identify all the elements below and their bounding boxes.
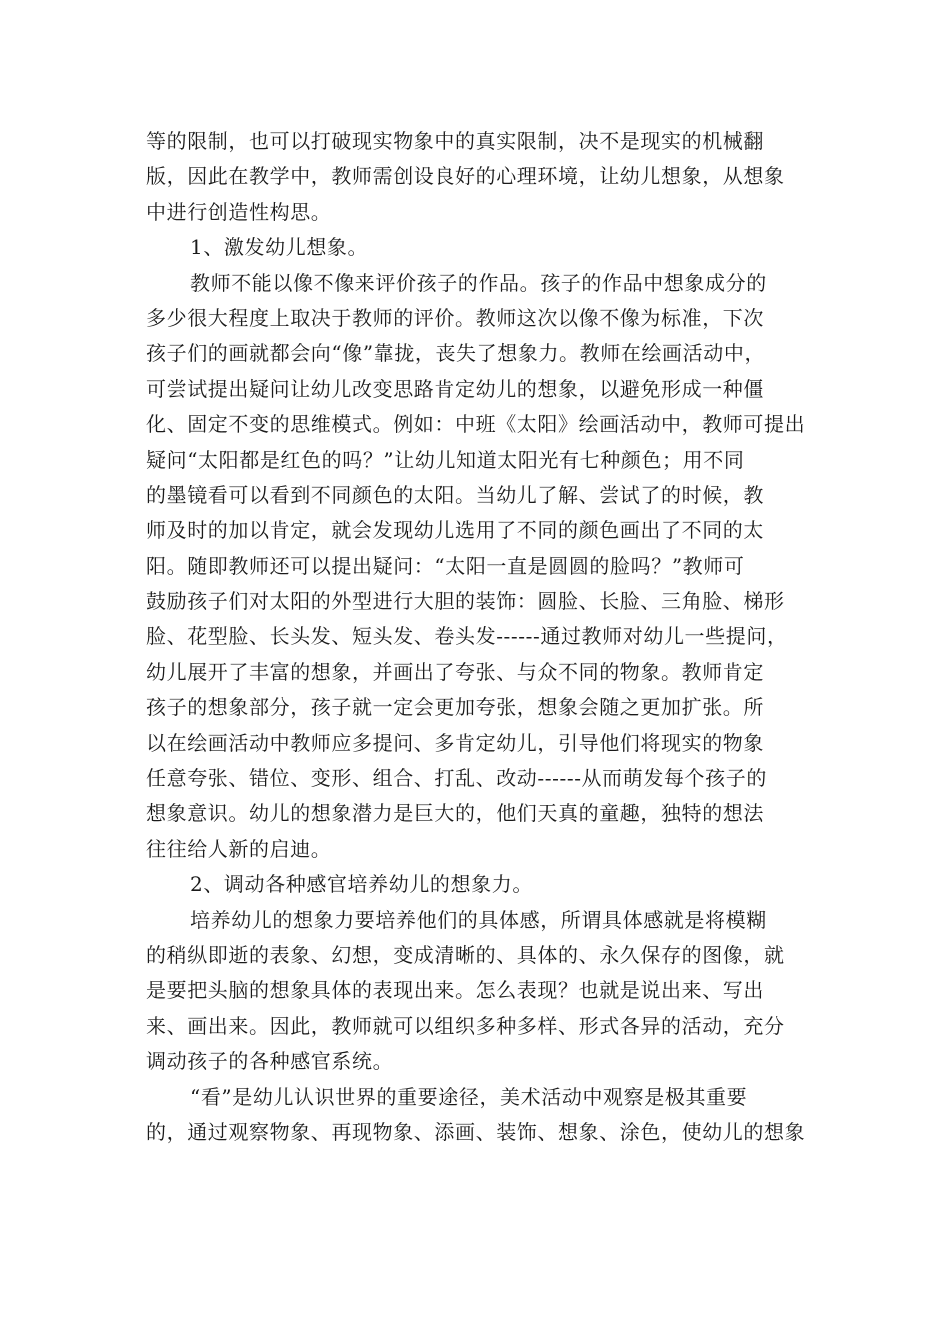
text-line-6: 多少很大程度上取决于教师的评价。教师这次以像不像为标准，下次	[146, 305, 764, 330]
text-line-3: 中进行创造性构思。	[146, 199, 332, 224]
text-line-13: 阳。随即教师还可以提出疑问：“太阳一直是圆圆的脸吗？”教师可	[146, 553, 745, 578]
text-line-8: 可尝试提出疑问让幼儿改变思路肯定幼儿的想象，以避免形成一种僵	[146, 376, 764, 401]
text-line-23: 培养幼儿的想象力要培养他们的具体感，所谓具体感就是将模糊	[190, 907, 767, 932]
text-line-27: 调动孩子的各种感官系统。	[146, 1049, 394, 1074]
text-line-28: “看”是幼儿认识世界的重要途径，美术活动中观察是极其重要	[190, 1084, 748, 1109]
text-line-24: 的稍纵即逝的表象、幻想，变成清晰的、具体的、永久保存的图像，就	[146, 942, 785, 967]
text-line-29: 的，通过观察物象、再现物象、添画、装饰、想象、涂色，使幼儿的想象	[146, 1119, 806, 1144]
text-line-17: 孩子的想象部分，孩子就一定会更加夸张，想象会随之更加扩张。所	[146, 695, 764, 720]
section-heading-2: 2、调动各种感官培养幼儿的想象力。	[190, 872, 533, 897]
text-line-2: 版，因此在教学中，教师需创设良好的心理环境，让幼儿想象，从想象	[146, 164, 785, 189]
text-line-7: 孩子们的画就都会向“像”靠拢，丧失了想象力。教师在绘画活动中，	[146, 341, 766, 366]
text-line-9: 化、固定不变的思维模式。例如：中班《太阳》绘画活动中，教师可提出	[146, 412, 806, 437]
body-text	[146, 124, 810, 1150]
text-line-5: 教师不能以像不像来评价孩子的作品。孩子的作品中想象成分的	[190, 270, 767, 295]
section-heading-1: 1、激发幼儿想象。	[190, 235, 369, 260]
text-line-14: 鼓励孩子们对太阳的外型进行大胆的装饰：圆脸、长脸、三角脸、梯形	[146, 589, 785, 614]
text-line-21: 往往给人新的启迪。	[146, 836, 332, 861]
text-line-11: 的墨镜看可以看到不同颜色的太阳。当幼儿了解、尝试了的时候，教	[146, 482, 764, 507]
text-line-25: 是要把头脑的想象具体的表现出来。怎么表现？也就是说出来、写出	[146, 978, 764, 1003]
text-line-12: 师及时的加以肯定，就会发现幼儿选用了不同的颜色画出了不同的太	[146, 518, 764, 543]
text-line-19: 任意夸张、错位、变形、组合、打乱、改动------从而萌发每个孩子的	[146, 766, 767, 791]
text-line-18: 以在绘画活动中教师应多提问、多肯定幼儿，引导他们将现实的物象	[146, 730, 764, 755]
text-line-15: 脸、花型脸、长头发、短头发、卷头发------通过教师对幼儿一些提问，	[146, 624, 788, 649]
text-line-1: 等的限制，也可以打破现实物象中的真实限制，决不是现实的机械翻	[146, 129, 764, 153]
text-line-10: 疑问“太阳都是红色的吗？”让幼儿知道太阳光有七种颜色；用不同	[146, 447, 745, 472]
text-line-26: 来、画出来。因此，教师就可以组织多种多样、形式各异的活动，充分	[146, 1013, 785, 1038]
text-line-16: 幼儿展开了丰富的想象，并画出了夸张、与众不同的物象。教师肯定	[146, 659, 764, 684]
text-line-20: 想象意识。幼儿的想象潜力是巨大的，他们天真的童趣，独特的想法	[146, 801, 764, 826]
